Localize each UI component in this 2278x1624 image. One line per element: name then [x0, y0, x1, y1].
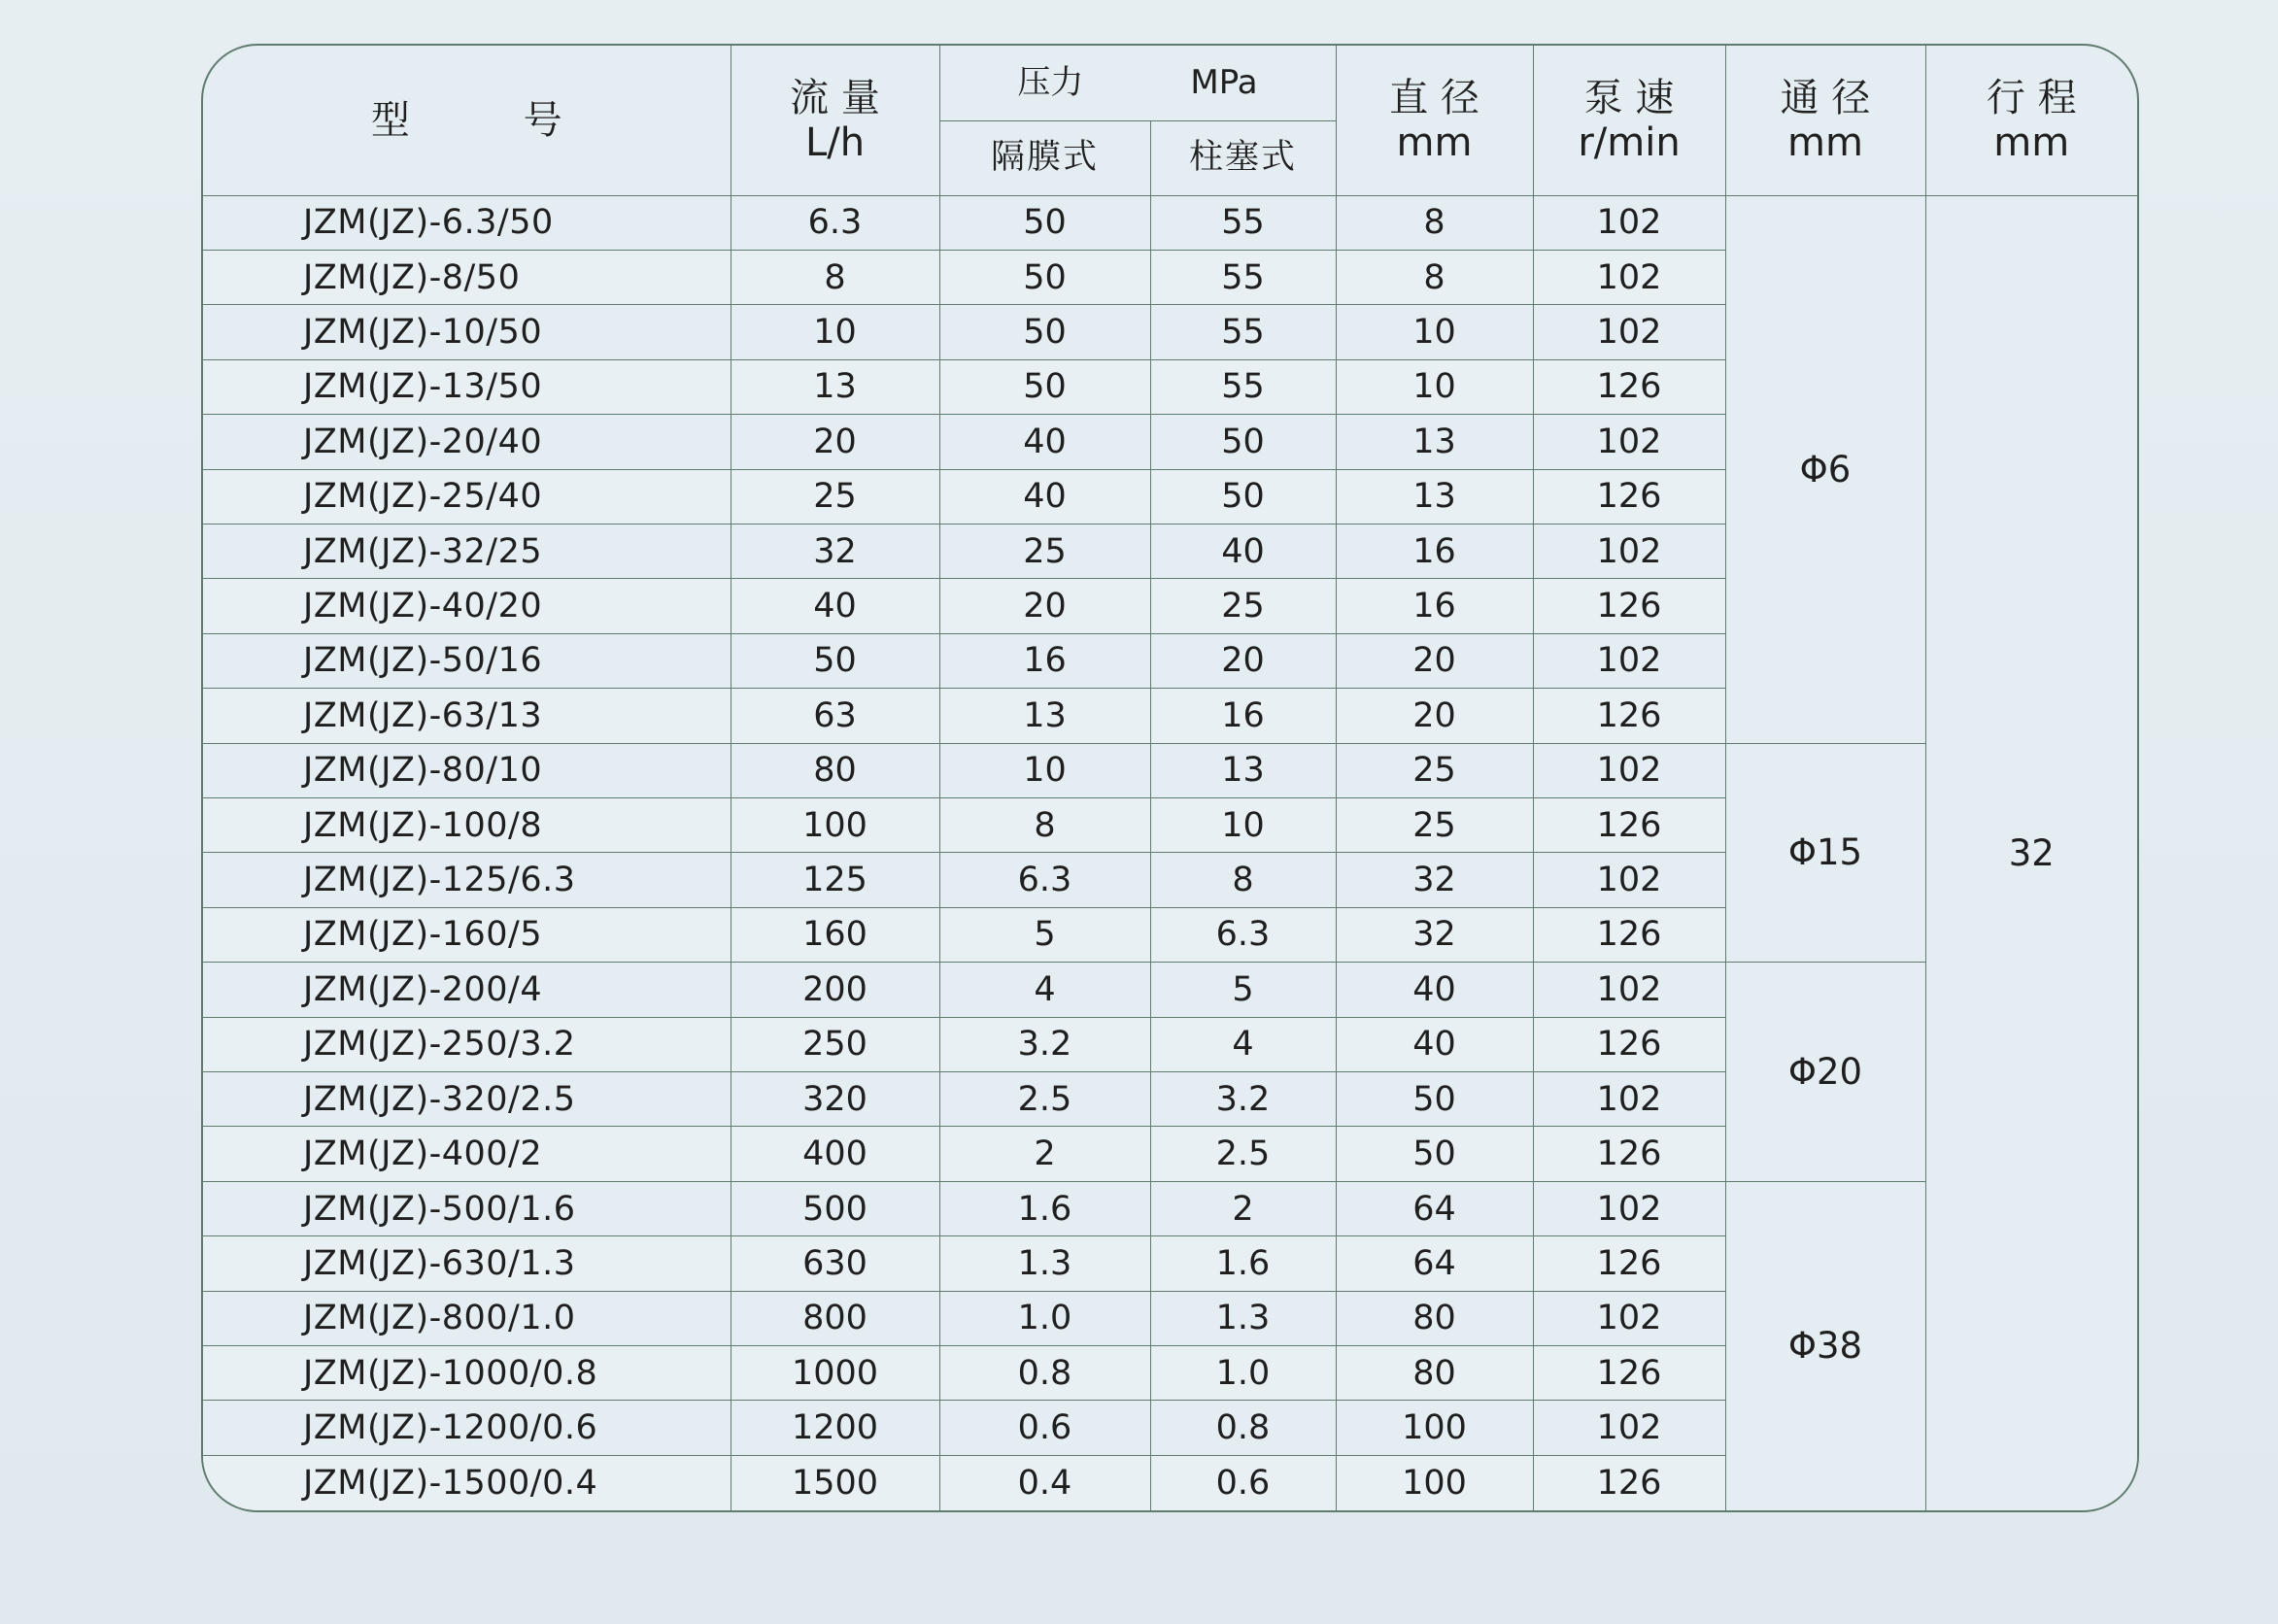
cell-diameter: 10	[1336, 359, 1533, 414]
cell-model: JZM(JZ)-500/1.6	[203, 1181, 731, 1235]
cell-flow: 800	[731, 1291, 939, 1345]
cell-pressure-diaphragm: 6.3	[939, 853, 1150, 907]
header-model: 型 号	[203, 46, 731, 195]
cell-pressure-diaphragm: 8	[939, 797, 1150, 852]
table-row	[203, 195, 2137, 250]
cell-pressure-plunger: 55	[1150, 359, 1336, 414]
cell-flow: 630	[731, 1236, 939, 1291]
cell-speed: 126	[1533, 907, 1725, 962]
table-header	[203, 46, 2137, 195]
cell-diameter: 80	[1336, 1291, 1533, 1345]
cell-speed: 126	[1533, 1455, 1725, 1510]
cell-speed: 126	[1533, 797, 1725, 852]
cell-pressure-plunger: 1.0	[1150, 1346, 1336, 1401]
cell-model: JZM(JZ)-125/6.3	[203, 853, 731, 907]
cell-flow: 25	[731, 469, 939, 524]
cell-diameter: 32	[1336, 907, 1533, 962]
cell-pressure-plunger: 0.8	[1150, 1401, 1336, 1455]
header-flow-label: 流 量	[790, 75, 880, 120]
header-diameter-unit: mm	[1396, 119, 1473, 165]
cell-pressure-diaphragm: 2	[939, 1127, 1150, 1181]
cell-pressure-diaphragm: 50	[939, 305, 1150, 359]
cell-speed: 126	[1533, 1127, 1725, 1181]
bore-group-cell: Φ15	[1725, 743, 1925, 963]
cell-speed: 126	[1533, 1236, 1725, 1291]
cell-pressure-diaphragm: 40	[939, 469, 1150, 524]
cell-speed: 102	[1533, 743, 1725, 797]
cell-diameter: 50	[1336, 1127, 1533, 1181]
bore-group-cell: Φ38	[1725, 1181, 1925, 1510]
cell-pressure-plunger: 50	[1150, 415, 1336, 469]
cell-pressure-diaphragm: 50	[939, 359, 1150, 414]
cell-speed: 102	[1533, 1072, 1725, 1127]
cell-model: JZM(JZ)-800/1.0	[203, 1291, 731, 1345]
cell-flow: 10	[731, 305, 939, 359]
header-pressure-diaphragm: 隔膜式	[939, 120, 1150, 195]
cell-pressure-diaphragm: 1.3	[939, 1236, 1150, 1291]
cell-model: JZM(JZ)-80/10	[203, 743, 731, 797]
cell-diameter: 100	[1336, 1401, 1533, 1455]
cell-pressure-diaphragm: 16	[939, 633, 1150, 688]
cell-pressure-plunger: 20	[1150, 633, 1336, 688]
cell-speed: 102	[1533, 633, 1725, 688]
cell-diameter: 13	[1336, 415, 1533, 469]
cell-flow: 100	[731, 797, 939, 852]
cell-pressure-diaphragm: 50	[939, 250, 1150, 304]
cell-pressure-plunger: 55	[1150, 305, 1336, 359]
cell-flow: 13	[731, 359, 939, 414]
cell-flow: 1200	[731, 1401, 939, 1455]
header-bore-unit: mm	[1787, 119, 1863, 165]
cell-pressure-diaphragm: 1.0	[939, 1291, 1150, 1345]
cell-diameter: 16	[1336, 524, 1533, 578]
cell-model: JZM(JZ)-1000/0.8	[203, 1346, 731, 1401]
cell-model: JZM(JZ)-160/5	[203, 907, 731, 962]
cell-flow: 320	[731, 1072, 939, 1127]
cell-pressure-plunger: 10	[1150, 797, 1336, 852]
cell-model: JZM(JZ)-320/2.5	[203, 1072, 731, 1127]
cell-diameter: 16	[1336, 579, 1533, 633]
cell-model: JZM(JZ)-50/16	[203, 633, 731, 688]
header-flow	[731, 46, 939, 195]
cell-flow: 32	[731, 524, 939, 578]
cell-flow: 500	[731, 1181, 939, 1235]
header-diameter	[1336, 46, 1533, 195]
cell-diameter: 40	[1336, 1017, 1533, 1071]
cell-flow: 400	[731, 1127, 939, 1181]
cell-model: JZM(JZ)-200/4	[203, 963, 731, 1017]
cell-pressure-plunger: 1.6	[1150, 1236, 1336, 1291]
cell-pressure-plunger: 4	[1150, 1017, 1336, 1071]
cell-flow: 1000	[731, 1346, 939, 1401]
table-row	[203, 1181, 2137, 1235]
cell-pressure-plunger: 50	[1150, 469, 1336, 524]
cell-pressure-plunger: 3.2	[1150, 1072, 1336, 1127]
cell-flow: 1500	[731, 1455, 939, 1510]
cell-model: JZM(JZ)-25/40	[203, 469, 731, 524]
table-row	[203, 743, 2137, 797]
cell-pressure-plunger: 25	[1150, 579, 1336, 633]
header-pressure	[939, 46, 1336, 120]
cell-speed: 102	[1533, 305, 1725, 359]
header-stroke	[1925, 46, 2137, 195]
cell-flow: 40	[731, 579, 939, 633]
header-speed	[1533, 46, 1725, 195]
cell-speed: 102	[1533, 250, 1725, 304]
cell-model: JZM(JZ)-630/1.3	[203, 1236, 731, 1291]
header-diameter-label: 直 径	[1389, 75, 1479, 120]
cell-diameter: 20	[1336, 633, 1533, 688]
cell-pressure-diaphragm: 4	[939, 963, 1150, 1017]
cell-model: JZM(JZ)-13/50	[203, 359, 731, 414]
cell-pressure-plunger: 55	[1150, 195, 1336, 250]
cell-diameter: 50	[1336, 1072, 1533, 1127]
cell-pressure-plunger: 0.6	[1150, 1455, 1336, 1510]
cell-pressure-plunger: 55	[1150, 250, 1336, 304]
cell-speed: 102	[1533, 1291, 1725, 1345]
cell-pressure-diaphragm: 10	[939, 743, 1150, 797]
header-pressure-plunger: 柱塞式	[1150, 120, 1336, 195]
cell-pressure-plunger: 40	[1150, 524, 1336, 578]
cell-model: JZM(JZ)-6.3/50	[203, 195, 731, 250]
spec-table-frame	[201, 44, 2139, 1512]
cell-model: JZM(JZ)-100/8	[203, 797, 731, 852]
cell-flow: 160	[731, 907, 939, 962]
cell-speed: 126	[1533, 579, 1725, 633]
cell-speed: 102	[1533, 195, 1725, 250]
header-stroke-unit: mm	[1993, 119, 2070, 165]
cell-diameter: 8	[1336, 250, 1533, 304]
cell-diameter: 32	[1336, 853, 1533, 907]
cell-pressure-diaphragm: 3.2	[939, 1017, 1150, 1071]
header-pressure-label: 压力	[1017, 62, 1084, 102]
cell-pressure-diaphragm: 0.4	[939, 1455, 1150, 1510]
cell-pressure-diaphragm: 13	[939, 689, 1150, 743]
cell-flow: 200	[731, 963, 939, 1017]
cell-pressure-diaphragm: 0.8	[939, 1346, 1150, 1401]
header-pressure-unit: MPa	[1190, 62, 1258, 102]
cell-pressure-diaphragm: 40	[939, 415, 1150, 469]
table-row	[203, 963, 2137, 1017]
cell-model: JZM(JZ)-10/50	[203, 305, 731, 359]
header-stroke-label: 行 程	[1986, 75, 2077, 120]
cell-speed: 126	[1533, 1346, 1725, 1401]
table-body	[203, 195, 2137, 1510]
cell-pressure-plunger: 2.5	[1150, 1127, 1336, 1181]
cell-speed: 102	[1533, 415, 1725, 469]
header-speed-unit: r/min	[1578, 119, 1681, 165]
cell-model: JZM(JZ)-1200/0.6	[203, 1401, 731, 1455]
cell-speed: 102	[1533, 1401, 1725, 1455]
cell-speed: 126	[1533, 689, 1725, 743]
header-flow-unit: L/h	[804, 119, 866, 165]
cell-pressure-plunger: 6.3	[1150, 907, 1336, 962]
cell-flow: 250	[731, 1017, 939, 1071]
cell-speed: 126	[1533, 359, 1725, 414]
cell-flow: 63	[731, 689, 939, 743]
cell-speed: 102	[1533, 1181, 1725, 1235]
header-bore	[1725, 46, 1925, 195]
cell-pressure-plunger: 8	[1150, 853, 1336, 907]
cell-pressure-plunger: 16	[1150, 689, 1336, 743]
cell-flow: 6.3	[731, 195, 939, 250]
cell-diameter: 25	[1336, 797, 1533, 852]
header-speed-label: 泵 速	[1583, 75, 1675, 120]
cell-pressure-plunger: 13	[1150, 743, 1336, 797]
cell-diameter: 64	[1336, 1181, 1533, 1235]
cell-diameter: 13	[1336, 469, 1533, 524]
cell-speed: 126	[1533, 469, 1725, 524]
cell-pressure-diaphragm: 1.6	[939, 1181, 1150, 1235]
cell-model: JZM(JZ)-40/20	[203, 579, 731, 633]
cell-model: JZM(JZ)-1500/0.4	[203, 1455, 731, 1510]
cell-diameter: 64	[1336, 1236, 1533, 1291]
cell-pressure-diaphragm: 25	[939, 524, 1150, 578]
bore-group-cell: Φ20	[1725, 963, 1925, 1182]
cell-model: JZM(JZ)-32/25	[203, 524, 731, 578]
header-bore-label: 通 径	[1780, 75, 1871, 120]
cell-flow: 20	[731, 415, 939, 469]
cell-pressure-diaphragm: 50	[939, 195, 1150, 250]
cell-speed: 126	[1533, 1017, 1725, 1071]
cell-diameter: 10	[1336, 305, 1533, 359]
cell-flow: 50	[731, 633, 939, 688]
cell-diameter: 20	[1336, 689, 1533, 743]
cell-model: JZM(JZ)-250/3.2	[203, 1017, 731, 1071]
cell-flow: 125	[731, 853, 939, 907]
cell-model: JZM(JZ)-8/50	[203, 250, 731, 304]
cell-pressure-plunger: 2	[1150, 1181, 1336, 1235]
cell-diameter: 25	[1336, 743, 1533, 797]
cell-model: JZM(JZ)-63/13	[203, 689, 731, 743]
cell-diameter: 8	[1336, 195, 1533, 250]
stroke-cell: 32	[1925, 195, 2137, 1510]
cell-pressure-diaphragm: 5	[939, 907, 1150, 962]
bore-group-cell: Φ6	[1725, 195, 1925, 743]
cell-pressure-diaphragm: 2.5	[939, 1072, 1150, 1127]
cell-pressure-diaphragm: 0.6	[939, 1401, 1150, 1455]
cell-flow: 80	[731, 743, 939, 797]
cell-speed: 102	[1533, 853, 1725, 907]
cell-model: JZM(JZ)-20/40	[203, 415, 731, 469]
cell-flow: 8	[731, 250, 939, 304]
cell-model: JZM(JZ)-400/2	[203, 1127, 731, 1181]
cell-pressure-plunger: 5	[1150, 963, 1336, 1017]
cell-pressure-diaphragm: 20	[939, 579, 1150, 633]
cell-diameter: 80	[1336, 1346, 1533, 1401]
cell-speed: 102	[1533, 963, 1725, 1017]
cell-diameter: 40	[1336, 963, 1533, 1017]
cell-speed: 102	[1533, 524, 1725, 578]
pump-spec-table	[203, 46, 2137, 1510]
cell-diameter: 100	[1336, 1455, 1533, 1510]
cell-pressure-plunger: 1.3	[1150, 1291, 1336, 1345]
